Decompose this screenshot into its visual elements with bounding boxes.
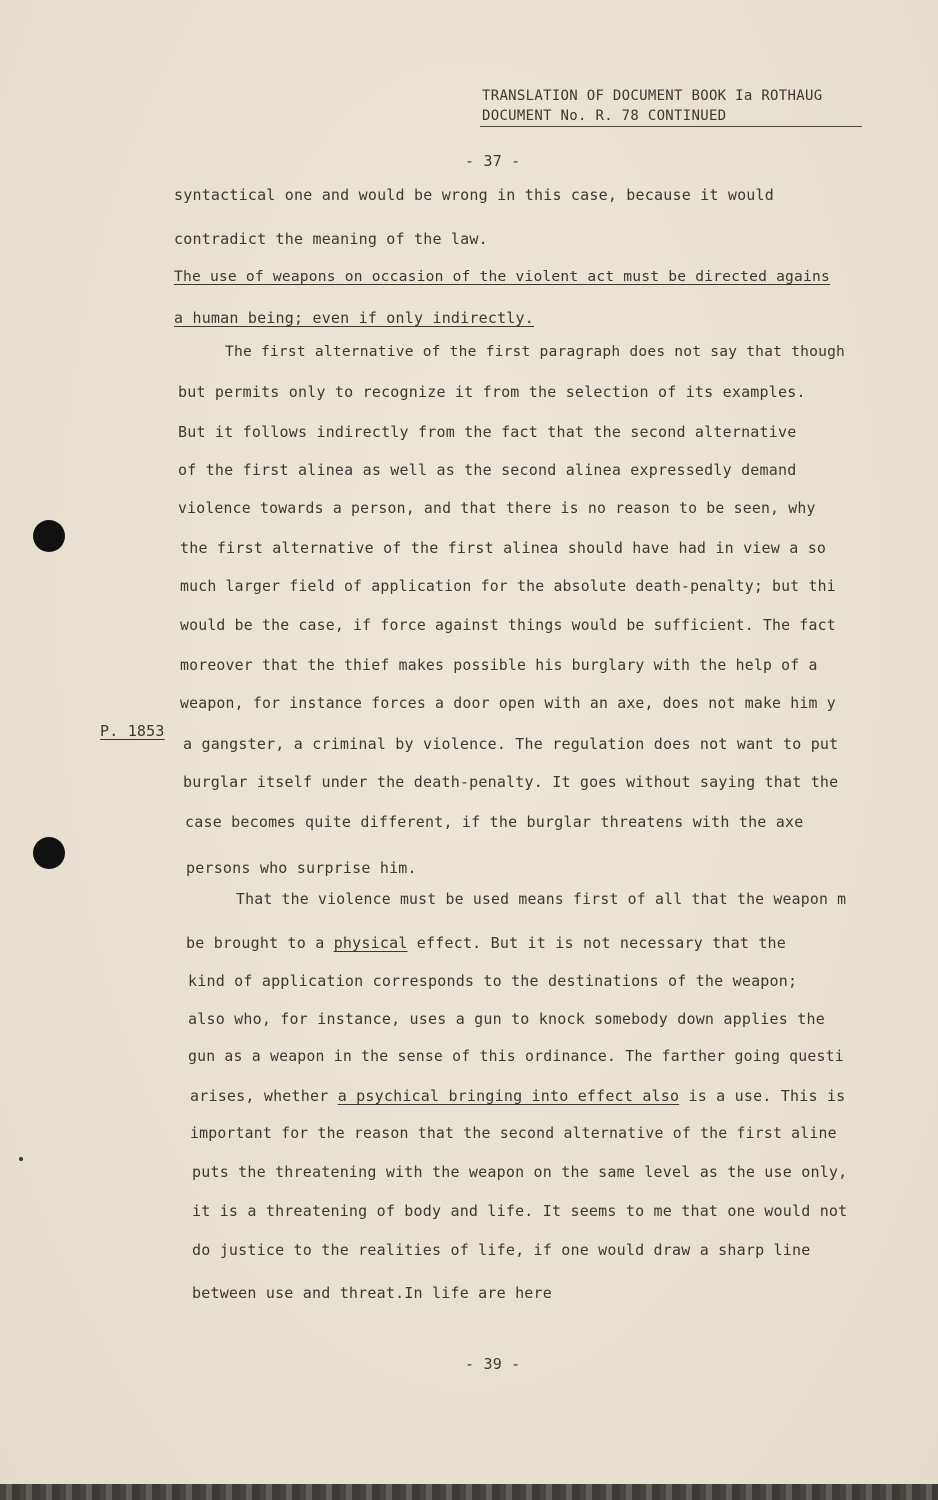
text-line: burglar itself under the death-penalty. It goes without saying that the [183, 773, 839, 791]
header-title: TRANSLATION OF DOCUMENT BOOK Ia ROTHAUG [482, 88, 823, 104]
header-document-ref: DOCUMENT No. R. 78 CONTINUED [482, 108, 727, 124]
text-line: moreover that the thief makes possible his burglary with the help of a [180, 657, 818, 674]
text-line: but permits only to recognize it from the selection of its examples. [178, 383, 806, 401]
text-line: do justice to the realities of life, if one would draw a sharp line [192, 1241, 811, 1259]
text-line: would be the case, if force against things would be sufficient. The fact [180, 617, 836, 634]
text-line: important for the reason that the second alternative of the first aline [190, 1125, 837, 1142]
text-line: contradict the meaning of the law. [174, 230, 488, 248]
text-line: also who, for instance, uses a gun to knock somebody down applies the [188, 1010, 825, 1028]
underlined-phrase: a psychical bringing into effect also [337, 1087, 680, 1105]
page-number-top: - 37 - [465, 152, 521, 170]
text-line: between use and threat.In life are here [192, 1284, 552, 1302]
text-line: much larger field of application for the absolute death-penalty; but thi [180, 578, 836, 595]
page-number-bottom: - 39 - [465, 1355, 521, 1373]
text-line: syntactical one and would be wrong in this case, because it would [174, 186, 774, 204]
text-line: a gangster, a criminal by violence. The regulation does not want to put [183, 735, 839, 753]
underlined-text-line: The use of weapons on occasion of the violent act must be directed agains [174, 268, 830, 285]
text-span: be brought to a [186, 934, 334, 952]
text-line: the first alternative of the first alinea should have had in view a so [180, 539, 827, 557]
text-line [190, 1087, 845, 1105]
text-line: it is a threatening of body and life. It seems to me that one would not [192, 1202, 848, 1220]
header-rule [480, 126, 862, 127]
text-span: arises, whether [190, 1087, 338, 1105]
text-span: is a use. This is [679, 1087, 846, 1105]
text-line: But it follows indirectly from the fact that the second alternative [178, 423, 797, 441]
text-line: weapon, for instance forces a door open with an axe, does not make him y [180, 695, 836, 712]
text-line: kind of application corresponds to the destinations of the weapon; [188, 972, 798, 990]
text-line: That the violence must be used means first of all that the weapon m [236, 891, 847, 908]
text-line: persons who surprise him. [186, 859, 417, 877]
text-line: case becomes quite different, if the burglar threatens with the axe [185, 813, 804, 831]
text-line [186, 934, 786, 952]
text-line: puts the threatening with the weapon on the same level as the use only, [192, 1163, 848, 1181]
punch-hole [33, 837, 65, 869]
margin-page-reference: P. 1853 [100, 722, 165, 740]
punch-hole [33, 520, 65, 552]
underlined-word: physical [333, 934, 408, 952]
underlined-text-line: a human being; even if only indirectly. [174, 309, 534, 327]
text-line: The first alternative of the first paragraph does not say that though [225, 343, 846, 360]
page-bottom-edge [0, 1484, 938, 1500]
text-line: gun as a weapon in the sense of this ordinance. The farther going questi [188, 1048, 844, 1065]
text-line: violence towards a person, and that there is no reason to be seen, why [178, 500, 816, 517]
text-line: of the first alinea as well as the second alinea expressedly demand [178, 461, 797, 479]
text-span: effect. But it is not necessary that the [407, 934, 787, 952]
ink-speck [19, 1157, 23, 1161]
